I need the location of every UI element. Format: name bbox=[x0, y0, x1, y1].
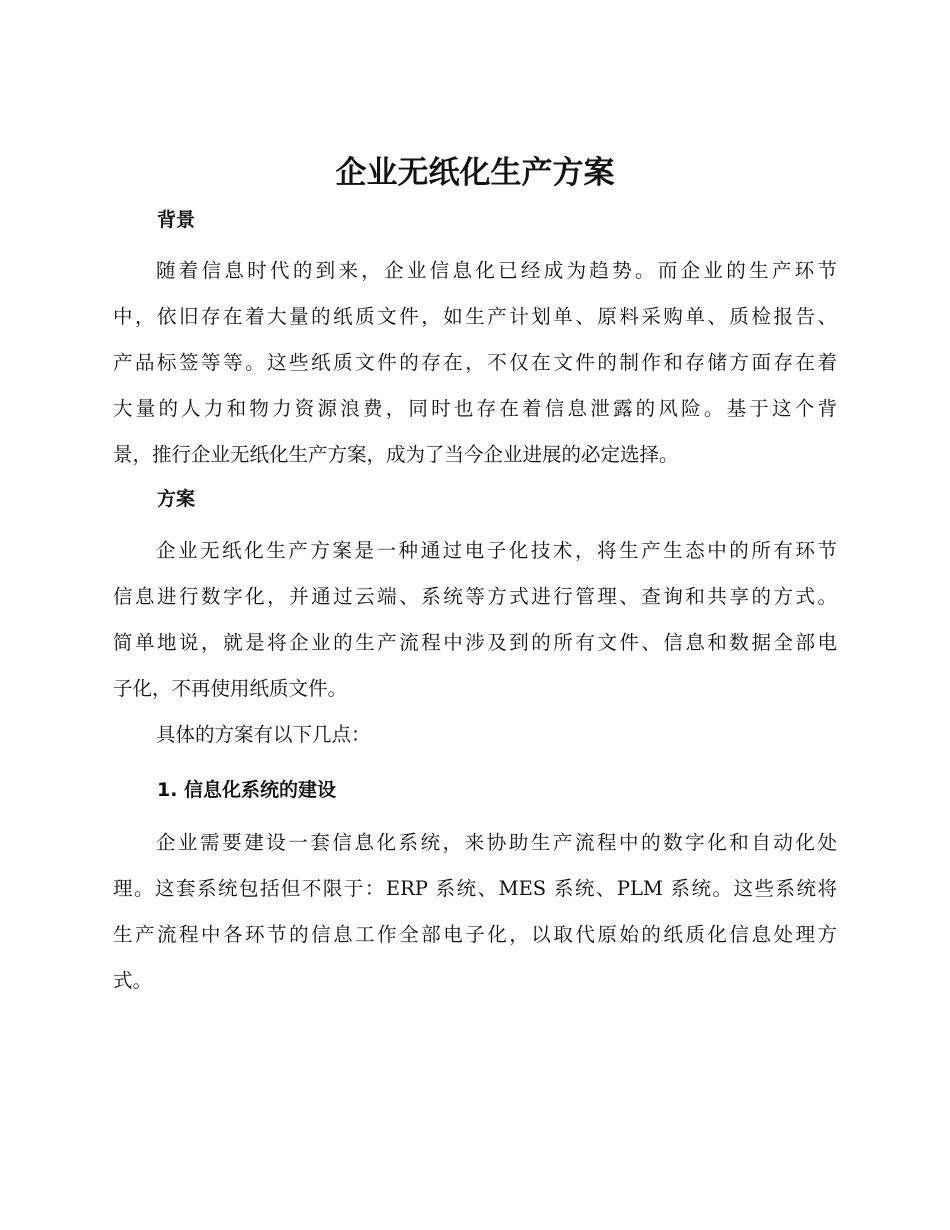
paragraph-plan bbox=[113, 528, 837, 712]
paragraph-line: 具体的方案有以下几点： bbox=[156, 723, 371, 746]
paragraph-line: 随着信息时代的到来，企业信息化已经成为趋势。而企业的生产环节 bbox=[156, 259, 837, 282]
paragraph-line: 信息进行数字化，并通过云端、系统等方式进行管理、查询和共享的方式。 bbox=[113, 585, 837, 608]
paragraph-item1 bbox=[113, 820, 837, 1004]
paragraph-line: 子化，不再使用纸质文件。 bbox=[113, 677, 348, 700]
paragraph-line: 中，依旧存在着大量的纸质文件，如生产计划单、原料采购单、质检报告、 bbox=[113, 305, 837, 328]
section-heading-plan: 方案 bbox=[157, 488, 196, 510]
paragraph-line: 企业需要建设一套信息化系统，来协助生产流程中的数字化和自动化处 bbox=[156, 831, 837, 854]
paragraph-background bbox=[113, 248, 837, 478]
paragraph-line: 生产流程中各环节的信息工作全部电子化，以取代原始的纸质化信息处理方 bbox=[113, 923, 837, 946]
document-title: 企业无纸化生产方案 bbox=[335, 155, 615, 191]
paragraph-line: 理。这套系统包括但不限于：ERP 系统、MES 系统、PLM 系统。这些系统将 bbox=[113, 877, 837, 900]
paragraph-line: 简单地说，就是将企业的生产流程中涉及到的所有文件、信息和数据全部电 bbox=[113, 631, 837, 654]
paragraph-plan-intro bbox=[113, 712, 837, 758]
paragraph-line: 大量的人力和物力资源浪费，同时也存在着信息泄露的风险。基于这个背 bbox=[113, 397, 837, 420]
section-heading-background: 背景 bbox=[157, 209, 196, 231]
section-heading-item1: 1. 信息化系统的建设 bbox=[157, 779, 337, 801]
paragraph-line: 企业无纸化生产方案是一种通过电子化技术，将生产生态中的所有环节 bbox=[156, 539, 837, 562]
paragraph-line: 产品标签等等。这些纸质文件的存在，不仅在文件的制作和存储方面存在着 bbox=[113, 351, 837, 374]
paragraph-line: 式。 bbox=[113, 969, 153, 992]
paragraph-line: 景，推行企业无纸化生产方案，成为了当今企业进展的必定选择。 bbox=[113, 443, 679, 466]
